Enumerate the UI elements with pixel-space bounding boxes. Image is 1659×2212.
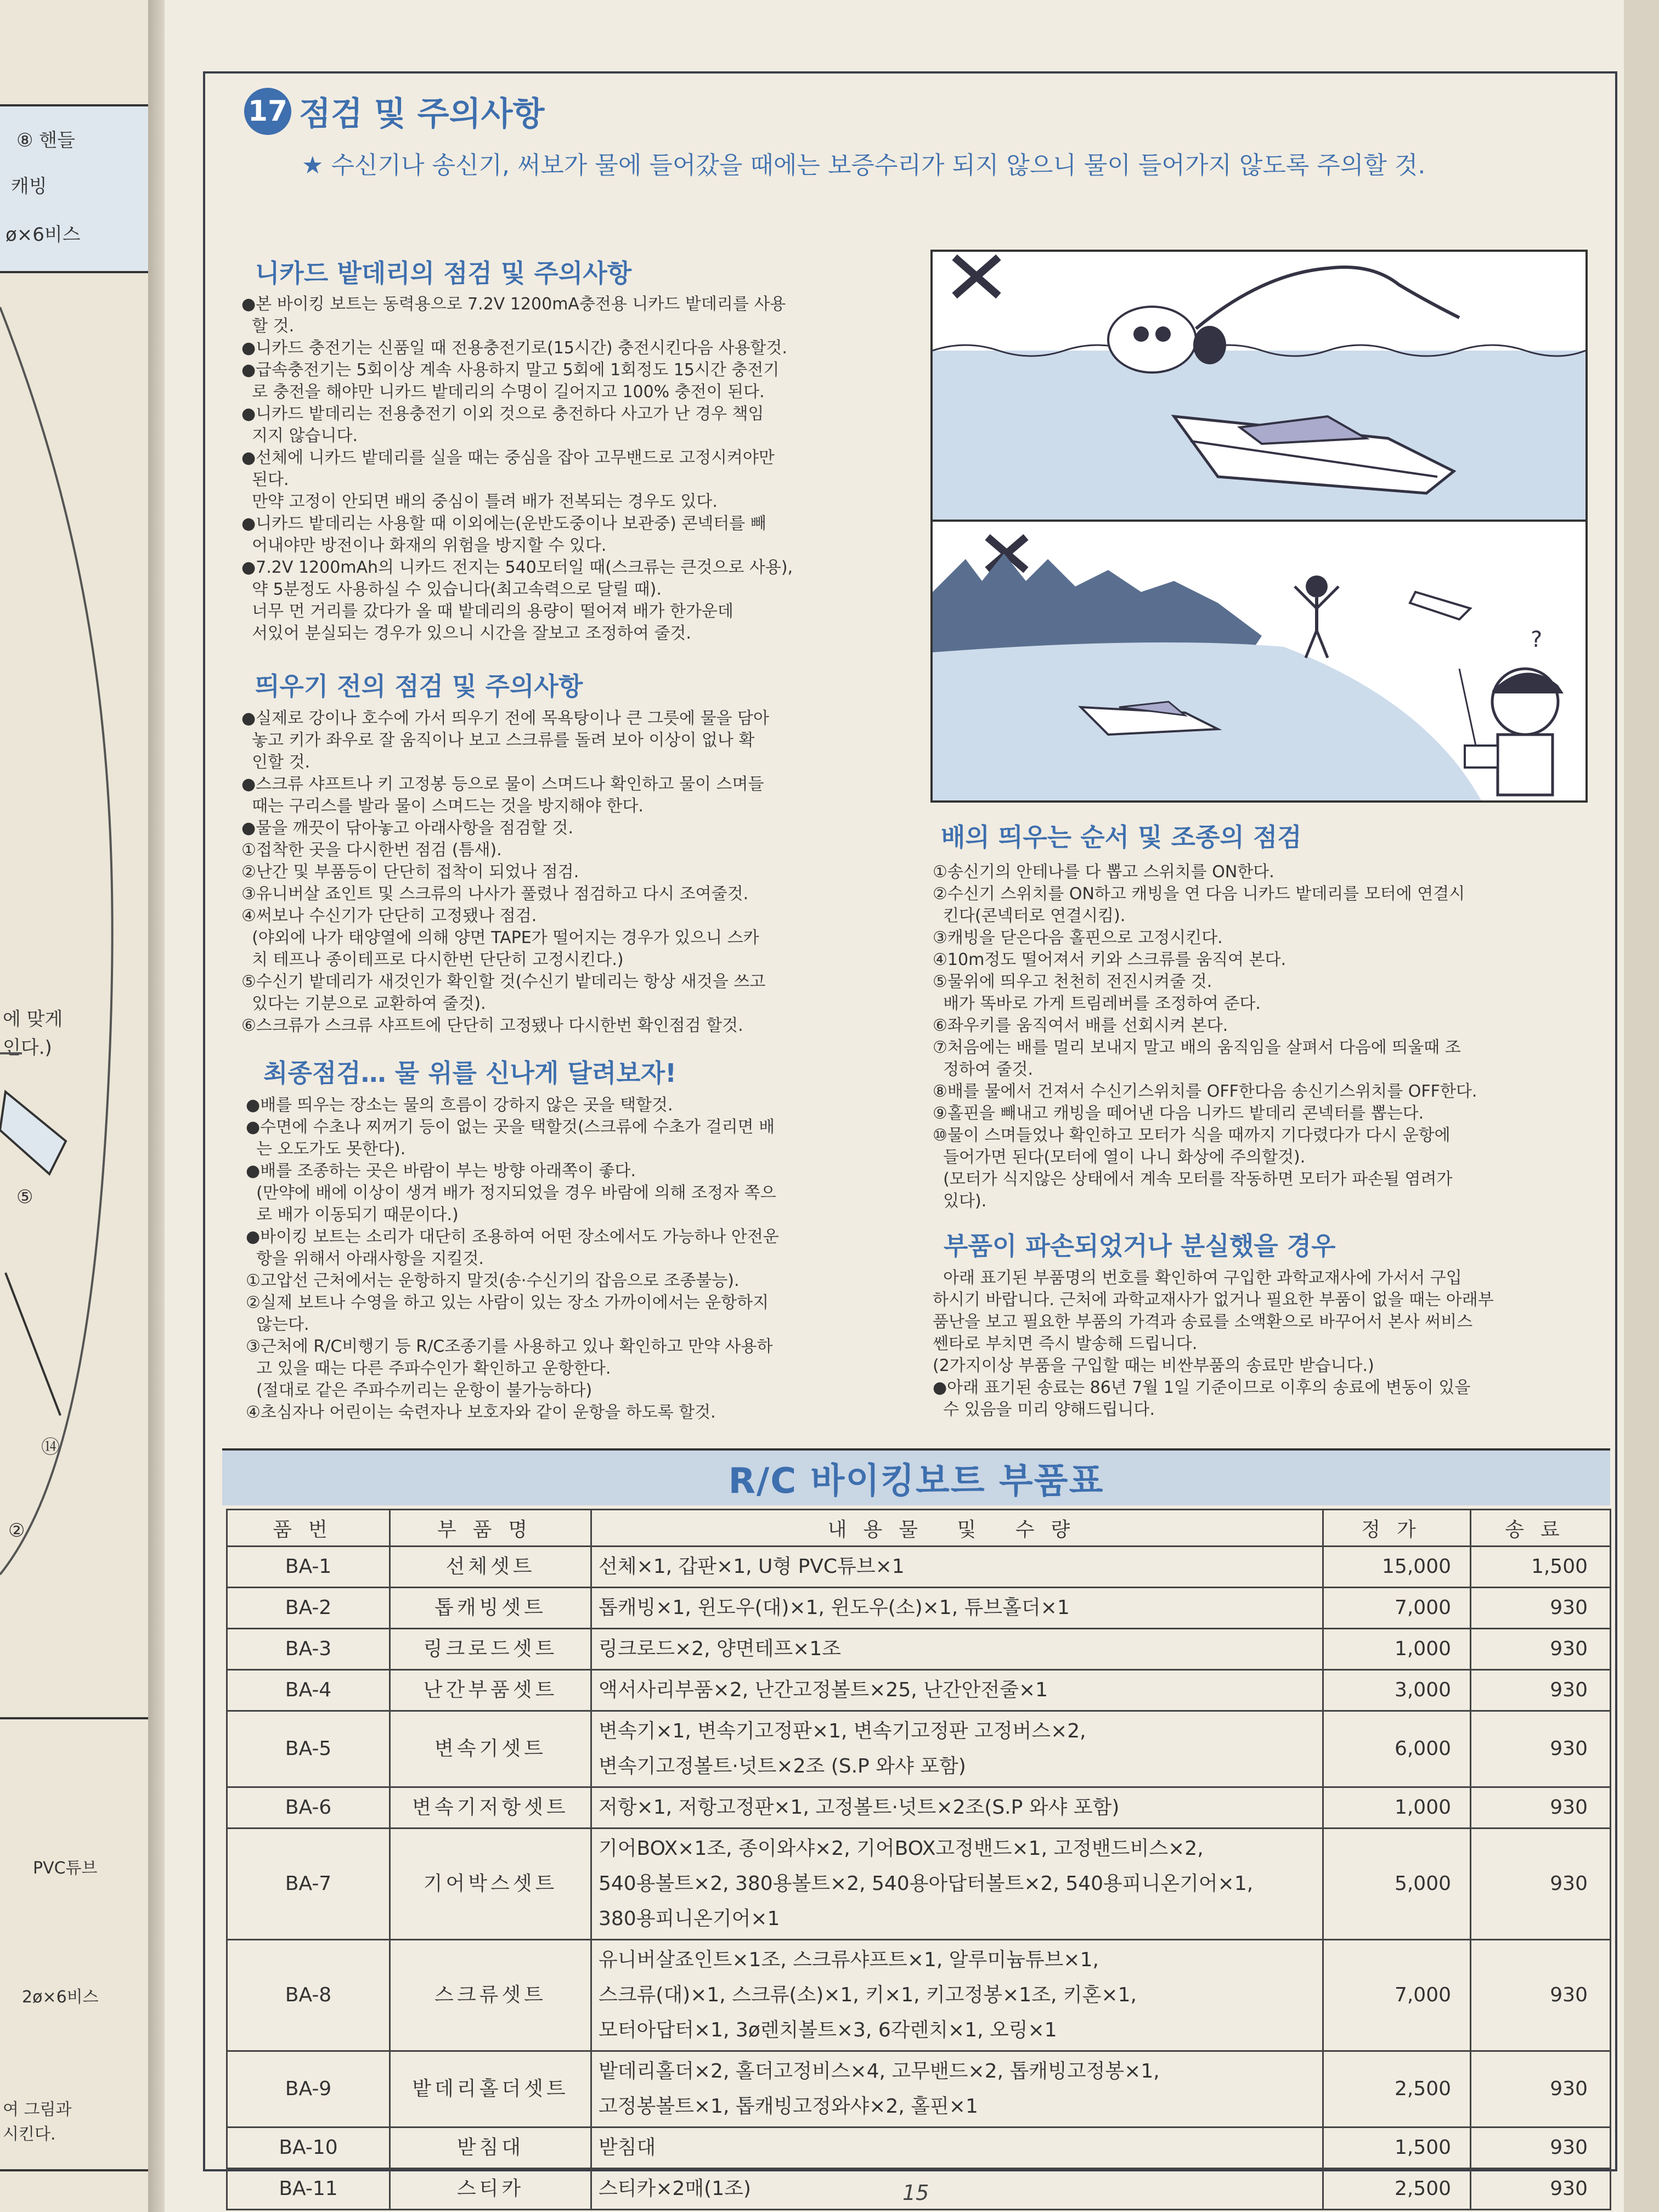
part-contents: 링크로드×2, 양면테프×1조 xyxy=(591,1629,1323,1670)
left-page-fragment xyxy=(0,0,159,2212)
left-callout-2: ② xyxy=(8,1520,25,1542)
parts-table-title: R/C 바이킹보트 부품표 xyxy=(728,1461,1104,1502)
left-diagram-lines xyxy=(0,285,154,1602)
left-text-figure: 여 그림과 xyxy=(3,2100,72,2119)
final-check-body: ●배를 띄우는 장소는 물의 흐름이 강하지 않은 곳을 택할것. ●수면에 수초나 찌꺼기 등이 없는 곳을 택할것(스크류에 수초가 걸리면 배 는 오도가도 못한다). ●배를 조종하는 곳은 바람이 부는 방향 아래쪽이 좋다. (만약에 배에 이상이 생겨 배가 정지되었을 경우 바람에 의해 조정자 쪽으 로 배가 이동되기 때문이다.) ●바이킹 보트는 소리가 대단히 조용하여 어떤 장소에서도 가능하나 안전운 항을 위해서 아래사항을 지킬것. ①고압선 근처에서는 운항하지 말것(송·수신기의 잡음으로 조종불능). ②실제 보트나 수영을 하고 있는 사람이 있는 장소 가까이에서는 운항하지 않는다. ③근처에 R/C비행기 등 R/C조종기를 사용하고 있나 확인하고 만약 사용하 고 있을 때는 다른 주파수인가 확인하고 운항한다. (절대로 같은 주파수끼리는 운항이 불가능하다) ④초심자나 어린이는 숙련자나 보호자와 같이 운항을 하도록 할것. xyxy=(246,1096,779,1422)
part-code: BA-8 xyxy=(227,1940,390,2051)
part-name: 링크로드셋트 xyxy=(390,1629,591,1670)
left-callout-14: ⑭ xyxy=(41,1436,60,1458)
battery-heading: 니카드 밭데리의 점검 및 주의사항 xyxy=(255,258,632,288)
left-text-screw2: 2ø×6비스 xyxy=(22,1988,99,2007)
part-price: 6,000 xyxy=(1323,1711,1471,1787)
table-header-row xyxy=(227,1510,1611,1547)
part-price: 1,500 xyxy=(1323,2128,1471,2169)
launch-order-body: ①송신기의 안테나를 다 뽑고 스위치를 ON한다. ②수신기 스위치를 ON하고 캐빙을 연 다음 니카드 밭데리를 모터에 연결시 킨다(콘넥터로 연결시킴). ③캐빙을 닫은다음 홀핀으로 고정시킨다. ④10m정도 떨어져서 키와 스크류를 움직여 본다. ⑤물위에 띄우고 천천히 전진시켜줄 것. 배가 똑바로 가게 트림레버를 조정하여 준다. ⑥좌우키를 움직여서 배를 선회시켜 본다. ⑦처음에는 배를 멀리 보내지 말고 배의 움직임을 살펴서 다음에 띄울때 조 정하여 줄것. ⑧배를 물에서 건져서 수신기스위치를 OFF한다음 송신기스위치를 OFF한다. ⑨홀핀을 빼내고 캐빙을 떼어낸 다음 니카드 밭데리 콘넥터를 뽑는다. ⑩물이 스며들었나 확인하고 모터가 식을 때까지 기다렸다가 다시 운항에 들어가면 된다(모터에 열이 나니 화상에 주의할것). (모터가 식지않은 상태에서 계속 모터를 작동하면 모터가 파손될 염려가 있다). xyxy=(933,862,1477,1211)
part-price: 1,000 xyxy=(1323,1787,1471,1829)
left-text-cabin: 캐빙 xyxy=(11,176,47,198)
part-shipping: 930 xyxy=(1471,1940,1611,2051)
left-callout-5: ⑤ xyxy=(16,1186,33,1208)
header-name: 부품명 xyxy=(390,1510,591,1547)
part-code: BA-2 xyxy=(227,1588,390,1629)
lake-water xyxy=(933,642,1481,800)
header-shipping: 송료 xyxy=(1471,1510,1611,1547)
part-price: 3,000 xyxy=(1323,1670,1471,1711)
before-launch-heading: 띄우기 전의 점검 및 주의사항 xyxy=(255,672,583,701)
left-text-screw: ø×6비스 xyxy=(5,224,81,246)
damaged-parts-heading: 부품이 파손되었거나 분실했을 경우 xyxy=(944,1231,1336,1261)
part-code: BA-11 xyxy=(227,2169,390,2210)
page-number: 15 xyxy=(902,2181,929,2205)
section-number-badge: 17 xyxy=(244,88,291,135)
left-text-handle: ⑧ 핸들 xyxy=(16,129,75,151)
part-contents: 스티카×2매(1조) xyxy=(591,2169,1323,2210)
table-row xyxy=(227,1829,1611,1940)
part-name: 변속기저항셋트 xyxy=(390,1787,591,1829)
forest-icon xyxy=(933,554,1262,652)
part-shipping: 930 xyxy=(1471,1711,1611,1787)
falling-plane-person-icon xyxy=(1295,575,1470,658)
part-name: 변속기셋트 xyxy=(390,1711,591,1787)
part-name: 선체셋트 xyxy=(390,1547,591,1588)
part-shipping: 930 xyxy=(1471,1829,1611,1940)
left-text-fix: 시킨다. xyxy=(3,2125,56,2144)
table-row xyxy=(227,1670,1611,1711)
boy-with-controller-icon xyxy=(1459,627,1564,795)
part-code: BA-3 xyxy=(227,1629,390,1670)
part-contents: 기어BOX×1조, 종이와샤×2, 기어BOX고정밴드×1, 고정밴드비스×2, 540용볼트×2, 380용볼트×2, 540용아답터볼트×2, 540용피니온기어×1, 380용피니온기어×1 xyxy=(591,1829,1323,1940)
table-row xyxy=(227,2128,1611,2169)
part-price: 2,500 xyxy=(1323,2051,1471,2128)
part-shipping: 930 xyxy=(1471,2128,1611,2169)
illustration-svg xyxy=(933,252,1585,800)
part-code: BA-6 xyxy=(227,1787,390,1829)
damaged-parts-body: 아래 표기된 부품명의 번호를 확인하여 구입한 과학교재사에 가서서 구입 하시기 바랍니다. 근처에 과학교재사가 없거나 필요한 부품이 없을 때는 아래부 품난을 보고 필요한 부품의 가격과 송료를 소액환으로 바꾸어서 본사 써비스 쎈타로 부치면 즉시 발송해 드립니다. (2가지이상 부품을 구입할 때는 비싼부품의 송료만 받습니다.) ●아래 표기된 송료는 86년 7월 1일 기준이므로 이후의 송료에 변동이 있을 수 있음을 미리 양해드립니다. xyxy=(933,1268,1494,1419)
part-name: 스크류셋트 xyxy=(390,1940,591,2051)
parts-table xyxy=(226,1509,1611,2210)
part-name: 스티카 xyxy=(390,2169,591,2210)
left-text-insert: 인다.) xyxy=(3,1037,52,1059)
parts-table-banner xyxy=(222,1448,1610,1505)
page-title: 점검 및 주의사항 xyxy=(299,95,545,133)
part-name: 톱캐빙셋트 xyxy=(390,1588,591,1629)
table-row xyxy=(227,1547,1611,1588)
part-contents: 유니버살죠인트×1조, 스크류샤프트×1, 알루미늄튜브×1, 스크류(대)×1, 스크류(소)×1, 키×1, 키고정봉×1조, 키혼×1, 모터아답터×1, 3ø렌치볼트×3, 6각렌치×1, 오링×1 xyxy=(591,1940,1323,2051)
table-row xyxy=(227,1787,1611,1829)
part-price: 7,000 xyxy=(1323,1588,1471,1629)
part-name: 난간부품셋트 xyxy=(390,1670,591,1711)
part-code: BA-1 xyxy=(227,1547,390,1588)
table-row xyxy=(227,2051,1611,2128)
part-code: BA-9 xyxy=(227,2051,390,2128)
part-price: 2,500 xyxy=(1323,2169,1471,2210)
part-shipping: 1,500 xyxy=(1471,1547,1611,1588)
part-contents: 선체×1, 갑판×1, U형 PVC튜브×1 xyxy=(591,1547,1323,1588)
part-name: 받침대 xyxy=(390,2128,591,2169)
before-launch-body: ●실제로 강이나 호수에 가서 띄우기 전에 목욕탕이나 큰 그릇에 물을 담아 놓고 키가 좌우로 잘 움직이나 보고 스크류를 돌려 보아 이상이 없나 확 인할 것. ●스크류 샤프트나 키 고정봉 등으로 물이 스며드나 확인하고 물이 스며들 때는 구리스를 발라 물이 스며드는 것을 방지해야 한다. ●물을 깨끗이 닦아놓고 아래사항을 점검할 것. ①접착한 곳을 다시한번 점검 (틈새). ②난간 및 부품등이 단단히 접착이 되었나 점검. ③유니버살 죠인트 및 스크류의 나사가 풀렸나 점검하고 다시 조여줄것. ④써보나 수신기가 단단히 고정됐나 점검. (야외에 나가 태양열에 의해 양면 TAPE가 떨어지는 경우가 있으니 스카 치 테프나 종이테프로 다시한번 단단히 고정시킨다.) ⑤수신기 밭데리가 새것인가 확인할 것(수신기 밭데리는 항상 새것을 쓰고 있다는 기분으로 교환하여 줄것). ⑥스크류가 스크류 샤프트에 단단히 고정됐나 다시한번 확인점검 할것. xyxy=(241,709,769,1035)
part-name: 기어박스셋트 xyxy=(390,1829,591,1940)
part-contents: 변속기×1, 변속기고정판×1, 변속기고정판 고정버스×2, 변속기고정볼트·넛트×2조 (S.P 와샤 포함) xyxy=(591,1711,1323,1787)
header-price: 정가 xyxy=(1323,1510,1471,1547)
parts-table-body xyxy=(227,1547,1611,2210)
svg-text:?: ? xyxy=(1531,627,1543,652)
part-code: BA-7 xyxy=(227,1829,390,1940)
table-row xyxy=(227,1588,1611,1629)
part-contents: 액서사리부품×2, 난간고정볼트×25, 난간안전줄×1 xyxy=(591,1670,1323,1711)
left-text-pvc: PVC튜브 xyxy=(33,1859,98,1878)
part-code: BA-5 xyxy=(227,1711,390,1787)
part-price: 15,000 xyxy=(1323,1547,1471,1588)
part-shipping: 930 xyxy=(1471,2169,1611,2210)
part-contents: 톱캐빙×1, 윈도우(대)×1, 윈도우(소)×1, 튜브홀더×1 xyxy=(591,1588,1323,1629)
header-code: 품번 xyxy=(227,1510,390,1547)
part-code: BA-10 xyxy=(227,2128,390,2169)
part-shipping: 930 xyxy=(1471,1670,1611,1711)
table-row xyxy=(227,1629,1611,1670)
part-price: 5,000 xyxy=(1323,1829,1471,1940)
part-price: 7,000 xyxy=(1323,1940,1471,2051)
part-shipping: 930 xyxy=(1471,2051,1611,2128)
part-shipping: 930 xyxy=(1471,1629,1611,1670)
battery-body: ●본 바이킹 보트는 동력용으로 7.2V 1200mA충전용 니카드 밭데리를 사용 할 것. ●니카드 충전기는 신품일 때 전용충전기로(15시간) 충전시킨다음 사용할것. ●급속충전기는 5회이상 계속 사용하지 말고 5회에 1회정도 15시간 충전기 로 충전을 해야만 니카드 밭데리의 수명이 길어지고 100% 충전이 된다. ●니카드 밭데리는 전용충전기 이외 것으로 충전하다 사고가 난 경우 책임 지지 않습니다. ●선체에 니카드 밭데리를 실을 때는 중심을 잡아 고무밴드로 고정시켜야만 된다. 만약 고정이 안되면 배의 중심이 틀려 배가 전복되는 경우도 있다. ●니카드 밭데리는 사용할 때 이외에는(운반도중이나 보관중) 콘넥터를 빼 어내야만 방전이나 화재의 위험을 방지할 수 있다. ●7.2V 1200mAh의 니카드 전지는 540모터일 때(스크류는 큰것으로 사용), 약 5분정도 사용하실 수 있습니다(최고속력으로 달릴 때). 너무 먼 거리를 갔다가 올 때 밭데리의 용량이 떨어져 배가 한가운데 서있어 분실되는 경우가 있으니 시간을 잘보고 조정하여 줄것. xyxy=(241,295,793,643)
part-contents: 밭데리홀더×2, 홀더고정비스×4, 고무밴드×2, 톱캐빙고정봉×1, 고정봉볼트×1, 톱캐빙고정와샤×2, 홀핀×1 xyxy=(591,2051,1323,2128)
table-row xyxy=(227,1711,1611,1787)
part-shipping: 930 xyxy=(1471,1787,1611,1829)
part-contents: 저항×1, 저항고정판×1, 고정볼트·넛트×2조(S.P 와샤 포함) xyxy=(591,1787,1323,1829)
header-contents: 내용물 및 수량 xyxy=(591,1510,1323,1547)
part-price: 1,000 xyxy=(1323,1629,1471,1670)
part-name: 밭데리홀더셋트 xyxy=(390,2051,591,2128)
final-check-heading: 최종점검… 물 위를 신나게 달려보자! xyxy=(263,1058,677,1088)
left-text-fit: 에 맞게 xyxy=(3,1008,63,1030)
cross-mark-icon-1 xyxy=(955,257,998,296)
launch-order-heading: 배의 띄우는 순서 및 조종의 점검 xyxy=(941,822,1302,852)
warning-notice: ★ 수신기나 송신기, 써보가 물에 들어갔을 때에는 보증수리가 되지 않으니 물이 들어가지 않도록 주의할 것. xyxy=(302,151,1426,179)
part-contents: 받침대 xyxy=(591,2128,1323,2169)
illustration-panel xyxy=(930,250,1588,803)
part-shipping: 930 xyxy=(1471,1588,1611,1629)
table-row xyxy=(227,1940,1611,2051)
section-header xyxy=(244,88,545,135)
part-code: BA-4 xyxy=(227,1670,390,1711)
